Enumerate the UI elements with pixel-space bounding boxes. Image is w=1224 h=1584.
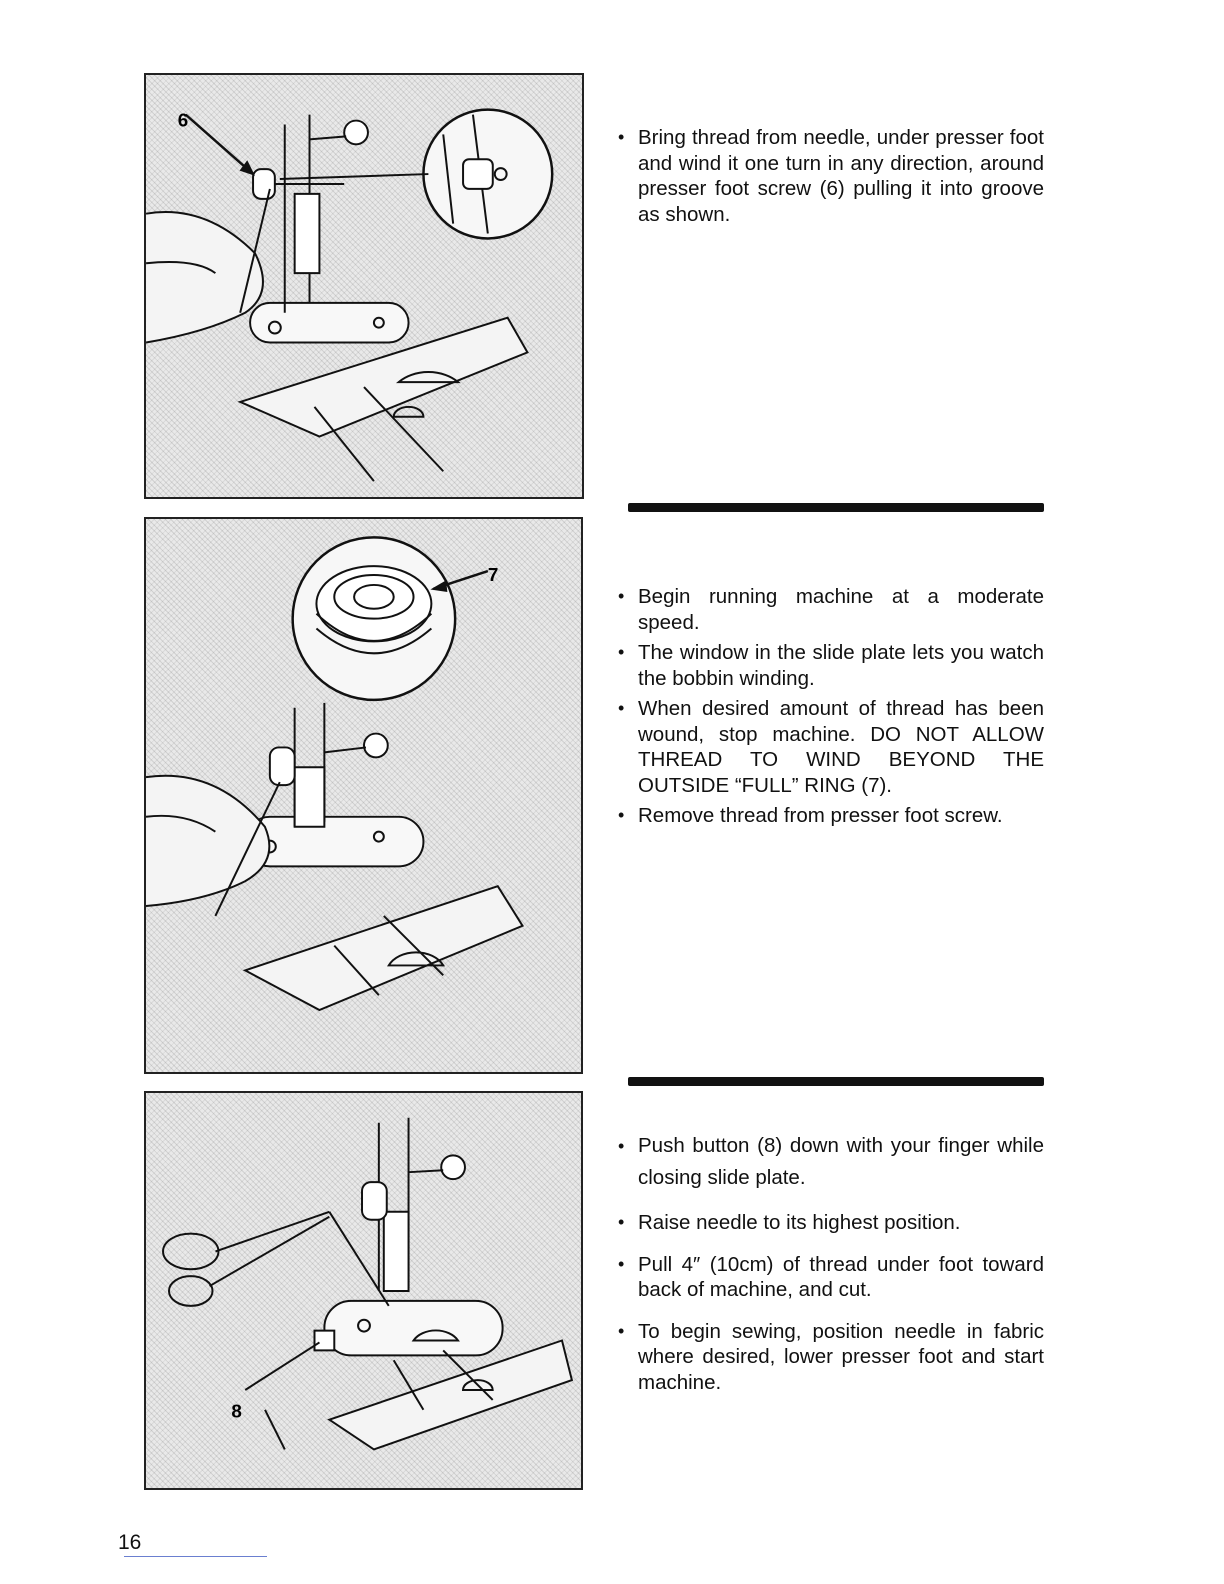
illustration-close-slide-plate [144, 1091, 583, 1490]
callout-8: 8 [231, 1400, 242, 1422]
section-divider [628, 1077, 1044, 1086]
instruction-block-close-plate [614, 1130, 1044, 1411]
instruction-block-bobbin-winding [614, 584, 1044, 834]
page-number: 16 [118, 1531, 142, 1554]
instruction-block-thread-screw [614, 125, 1044, 232]
sewing-machine-drawing-2 [146, 519, 581, 1072]
sewing-machine-drawing-1 [146, 75, 582, 497]
instruction-bullet: • Raise needle to its highest position. [614, 1210, 1044, 1236]
footer-line [124, 1556, 267, 1557]
instruction-bullet: • Begin running machine at a moderate speed. [614, 584, 1044, 635]
instruction-bullet: • Push button (8) down with your finger while closing slide plate. [614, 1130, 1044, 1194]
instruction-bullet: • Remove thread from presser foot screw. [614, 803, 1044, 829]
sewing-machine-drawing-3 [146, 1093, 581, 1488]
callout-6: 6 [177, 109, 189, 131]
callout-7: 7 [487, 563, 499, 585]
illustration-thread-around-screw [144, 73, 584, 499]
illustration-bobbin-winding [144, 517, 583, 1074]
instruction-bullet: • Bring thread from needle, under presser foot and wind it one turn in any direction, around presser foot screw (6) pulling it into groove as shown. [614, 125, 1044, 227]
instruction-bullet: • When desired amount of thread has been wound, stop machine. DO NOT ALLOW THREAD TO WIND BEYOND THE OUTSIDE “FULL” RING (7). [614, 696, 1044, 798]
instruction-bullet: • Pull 4″ (10cm) of thread under foot toward back of machine, and cut. [614, 1252, 1044, 1303]
section-divider [628, 503, 1044, 512]
instruction-bullet: • To begin sewing, position needle in fabric where desired, lower presser foot and start machine. [614, 1319, 1044, 1396]
instruction-bullet: • The window in the slide plate lets you watch the bobbin winding. [614, 640, 1044, 691]
